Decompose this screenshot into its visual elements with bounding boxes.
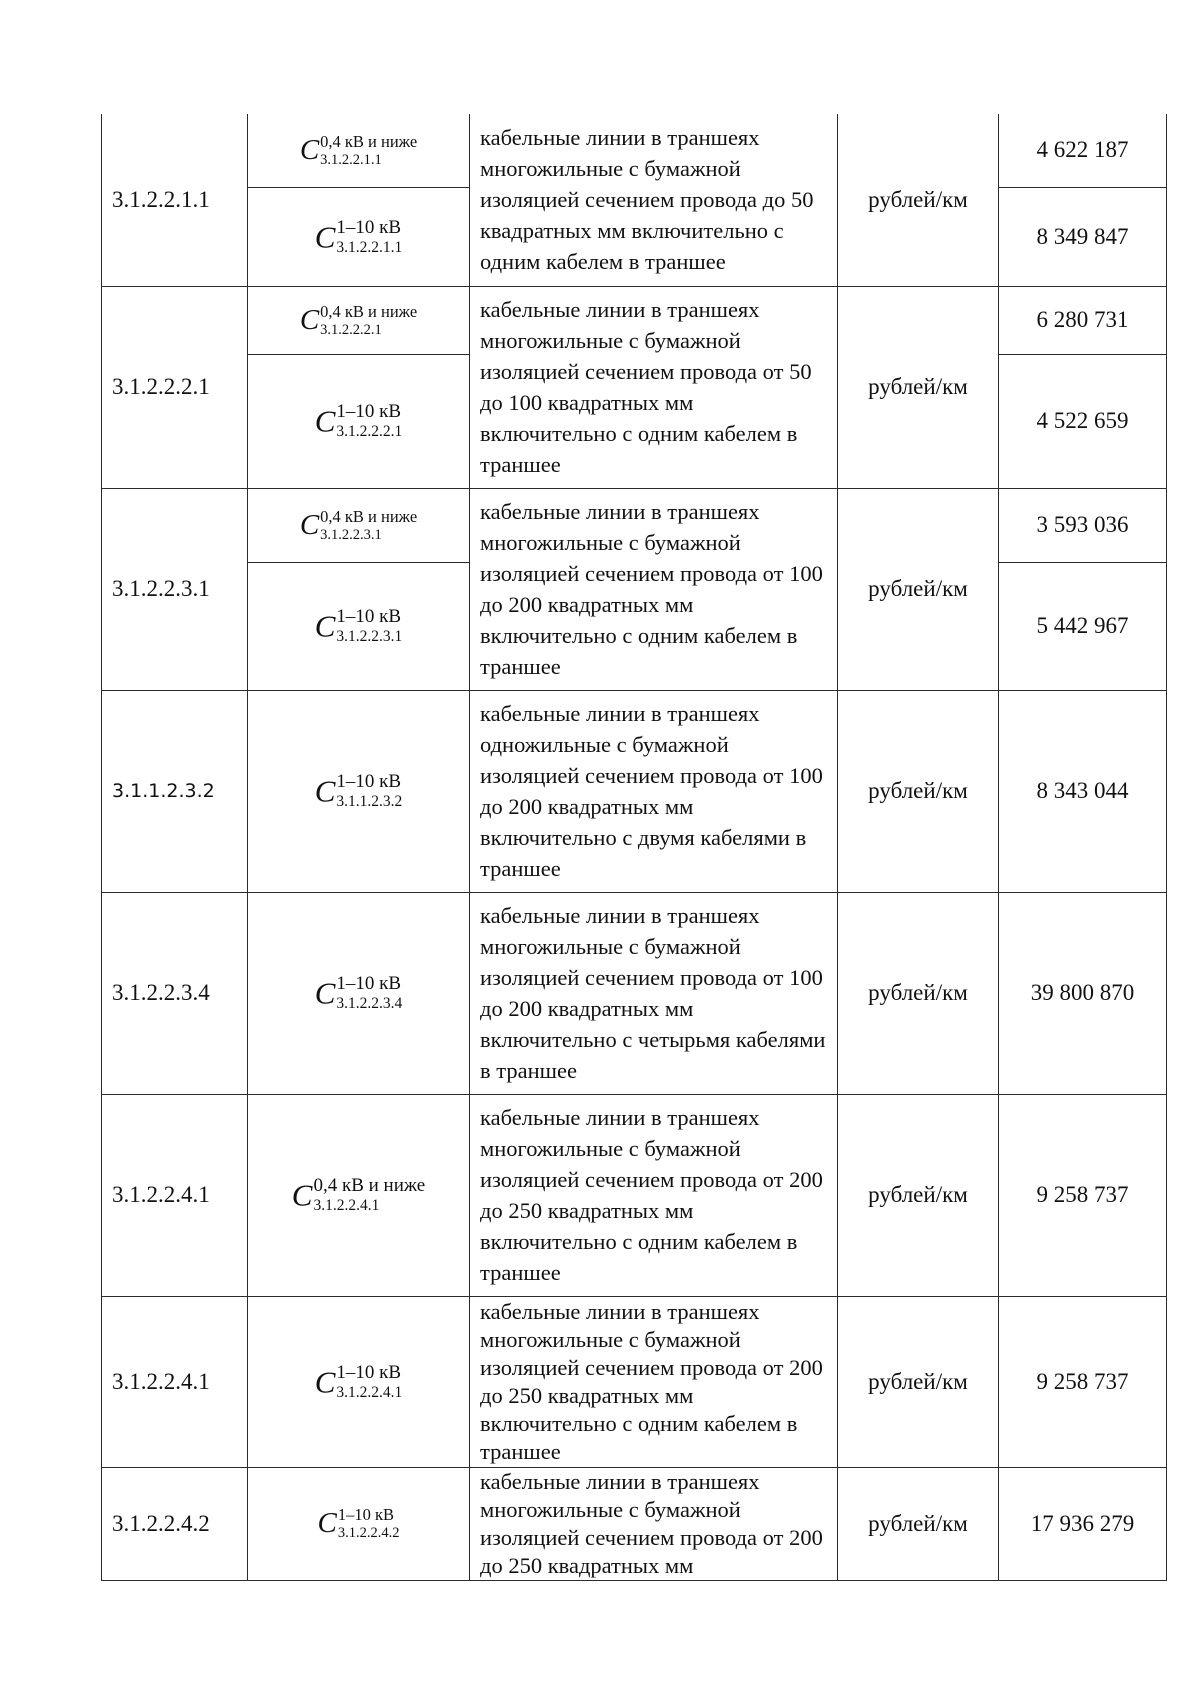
formula-cell bbox=[248, 892, 470, 1094]
row-code: 3.1.2.2.2.1 bbox=[102, 286, 248, 488]
row-description: кабельные линии в траншеях многожильные с бумажной изоляцией сечением провода от 100 до 200 квадратных мм включительно с четырьмя кабелями в траншее bbox=[470, 892, 838, 1094]
row-code: 3.1.2.2.3.4 bbox=[102, 892, 248, 1094]
table-row bbox=[102, 1094, 1167, 1296]
row-unit: рублей/км bbox=[838, 892, 999, 1094]
cost-symbol: C 1–10 кВ 3.1.1.2.3.2 bbox=[314, 771, 403, 810]
formula-cell bbox=[248, 690, 470, 892]
cost-symbol: C 1–10 кВ 3.1.2.2.3.4 bbox=[314, 973, 403, 1012]
row-value: 17 936 279 bbox=[999, 1467, 1167, 1580]
row-value: 8 343 044 bbox=[999, 690, 1167, 892]
row-value: 9 258 737 bbox=[999, 1094, 1167, 1296]
row-unit: рублей/км bbox=[838, 114, 999, 286]
row-value: 4 522 659 bbox=[999, 354, 1167, 488]
table-row bbox=[102, 892, 1167, 1094]
cost-symbol: C 0,4 кВ и ниже 3.1.2.2.4.1 bbox=[291, 1175, 426, 1214]
row-unit: рублей/км bbox=[838, 1296, 999, 1467]
row-unit: рублей/км bbox=[838, 690, 999, 892]
cost-symbol: C 0,4 кВ и ниже 3.1.2.2.1.1 bbox=[299, 131, 418, 168]
row-code: 3.1.2.2.4.2 bbox=[102, 1467, 248, 1580]
row-code: 3.1.1.2.3.2 bbox=[102, 690, 248, 892]
row-description: кабельные линии в траншеях одножильные с бумажной изоляцией сечением провода от 100 до 200 квадратных мм включительно с двумя кабелями в траншее bbox=[470, 690, 838, 892]
row-value: 39 800 870 bbox=[999, 892, 1167, 1094]
row-description: кабельные линии в траншеях многожильные с бумажной изоляцией сечением провода от 100 до 200 квадратных мм включительно с одним кабелем в траншее bbox=[470, 488, 838, 690]
row-description: кабельные линии в траншеях многожильные с бумажной изоляцией сечением провода от 50 до 100 квадратных мм включительно с одним кабелем в траншее bbox=[470, 286, 838, 488]
row-value: 5 442 967 bbox=[999, 562, 1167, 690]
row-value: 9 258 737 bbox=[999, 1296, 1167, 1467]
cost-symbol: C 0,4 кВ и ниже 3.1.2.2.2.1 bbox=[299, 301, 418, 338]
formula-cell bbox=[248, 286, 470, 354]
row-unit: рублей/км bbox=[838, 1094, 999, 1296]
table-row bbox=[102, 114, 1167, 187]
table-row bbox=[102, 286, 1167, 354]
row-value: 3 593 036 bbox=[999, 488, 1167, 562]
row-description: кабельные линии в траншеях многожильные с бумажной изоляцией сечением провода от 200 до 250 квадратных мм включительно с одним кабелем в траншее bbox=[470, 1094, 838, 1296]
cost-symbol: C 1–10 кВ 3.1.2.2.2.1 bbox=[314, 401, 403, 440]
formula-cell bbox=[248, 1094, 470, 1296]
row-value: 6 280 731 bbox=[999, 286, 1167, 354]
row-unit: рублей/км bbox=[838, 1467, 999, 1580]
row-code: 3.1.2.2.1.1 bbox=[102, 114, 248, 286]
formula-cell bbox=[248, 488, 470, 562]
row-code: 3.1.2.2.4.1 bbox=[102, 1296, 248, 1467]
row-value: 8 349 847 bbox=[999, 187, 1167, 286]
cost-symbol: C 1–10 кВ 3.1.2.2.3.1 bbox=[314, 606, 403, 645]
table-row bbox=[102, 690, 1167, 892]
formula-cell bbox=[248, 187, 470, 286]
formula-cell bbox=[248, 114, 470, 187]
formula-cell bbox=[248, 562, 470, 690]
row-description: кабельные линии в траншеях многожильные с бумажной изоляцией сечением провода до 50 квадратных мм включительно с одним кабелем в траншее bbox=[470, 114, 838, 286]
row-code: 3.1.2.2.4.1 bbox=[102, 1094, 248, 1296]
cost-symbol: C 0,4 кВ и ниже 3.1.2.2.3.1 bbox=[299, 506, 418, 543]
row-unit: рублей/км bbox=[838, 286, 999, 488]
tariff-table bbox=[101, 114, 1167, 1581]
cost-symbol: C 1–10 кВ 3.1.2.2.1.1 bbox=[314, 216, 403, 256]
formula-cell bbox=[248, 1467, 470, 1580]
table-row bbox=[102, 1296, 1167, 1467]
cost-symbol: C 1–10 кВ 3.1.2.2.4.1 bbox=[314, 1361, 403, 1401]
row-unit: рублей/км bbox=[838, 488, 999, 690]
row-code: 3.1.2.2.3.1 bbox=[102, 488, 248, 690]
row-value: 4 622 187 bbox=[999, 114, 1167, 187]
row-description: кабельные линии в траншеях многожильные с бумажной изоляцией сечением провода от 200 до 250 квадратных мм включительно с одним кабелем в траншее bbox=[470, 1296, 838, 1467]
row-description: кабельные линии в траншеях многожильные с бумажной изоляцией сечением провода от 200 до 250 квадратных мм bbox=[470, 1467, 838, 1580]
cost-symbol: C 1–10 кВ 3.1.2.2.4.2 bbox=[317, 1505, 400, 1541]
table-row bbox=[102, 1467, 1167, 1580]
table-row bbox=[102, 488, 1167, 562]
formula-cell bbox=[248, 1296, 470, 1467]
formula-cell bbox=[248, 354, 470, 488]
